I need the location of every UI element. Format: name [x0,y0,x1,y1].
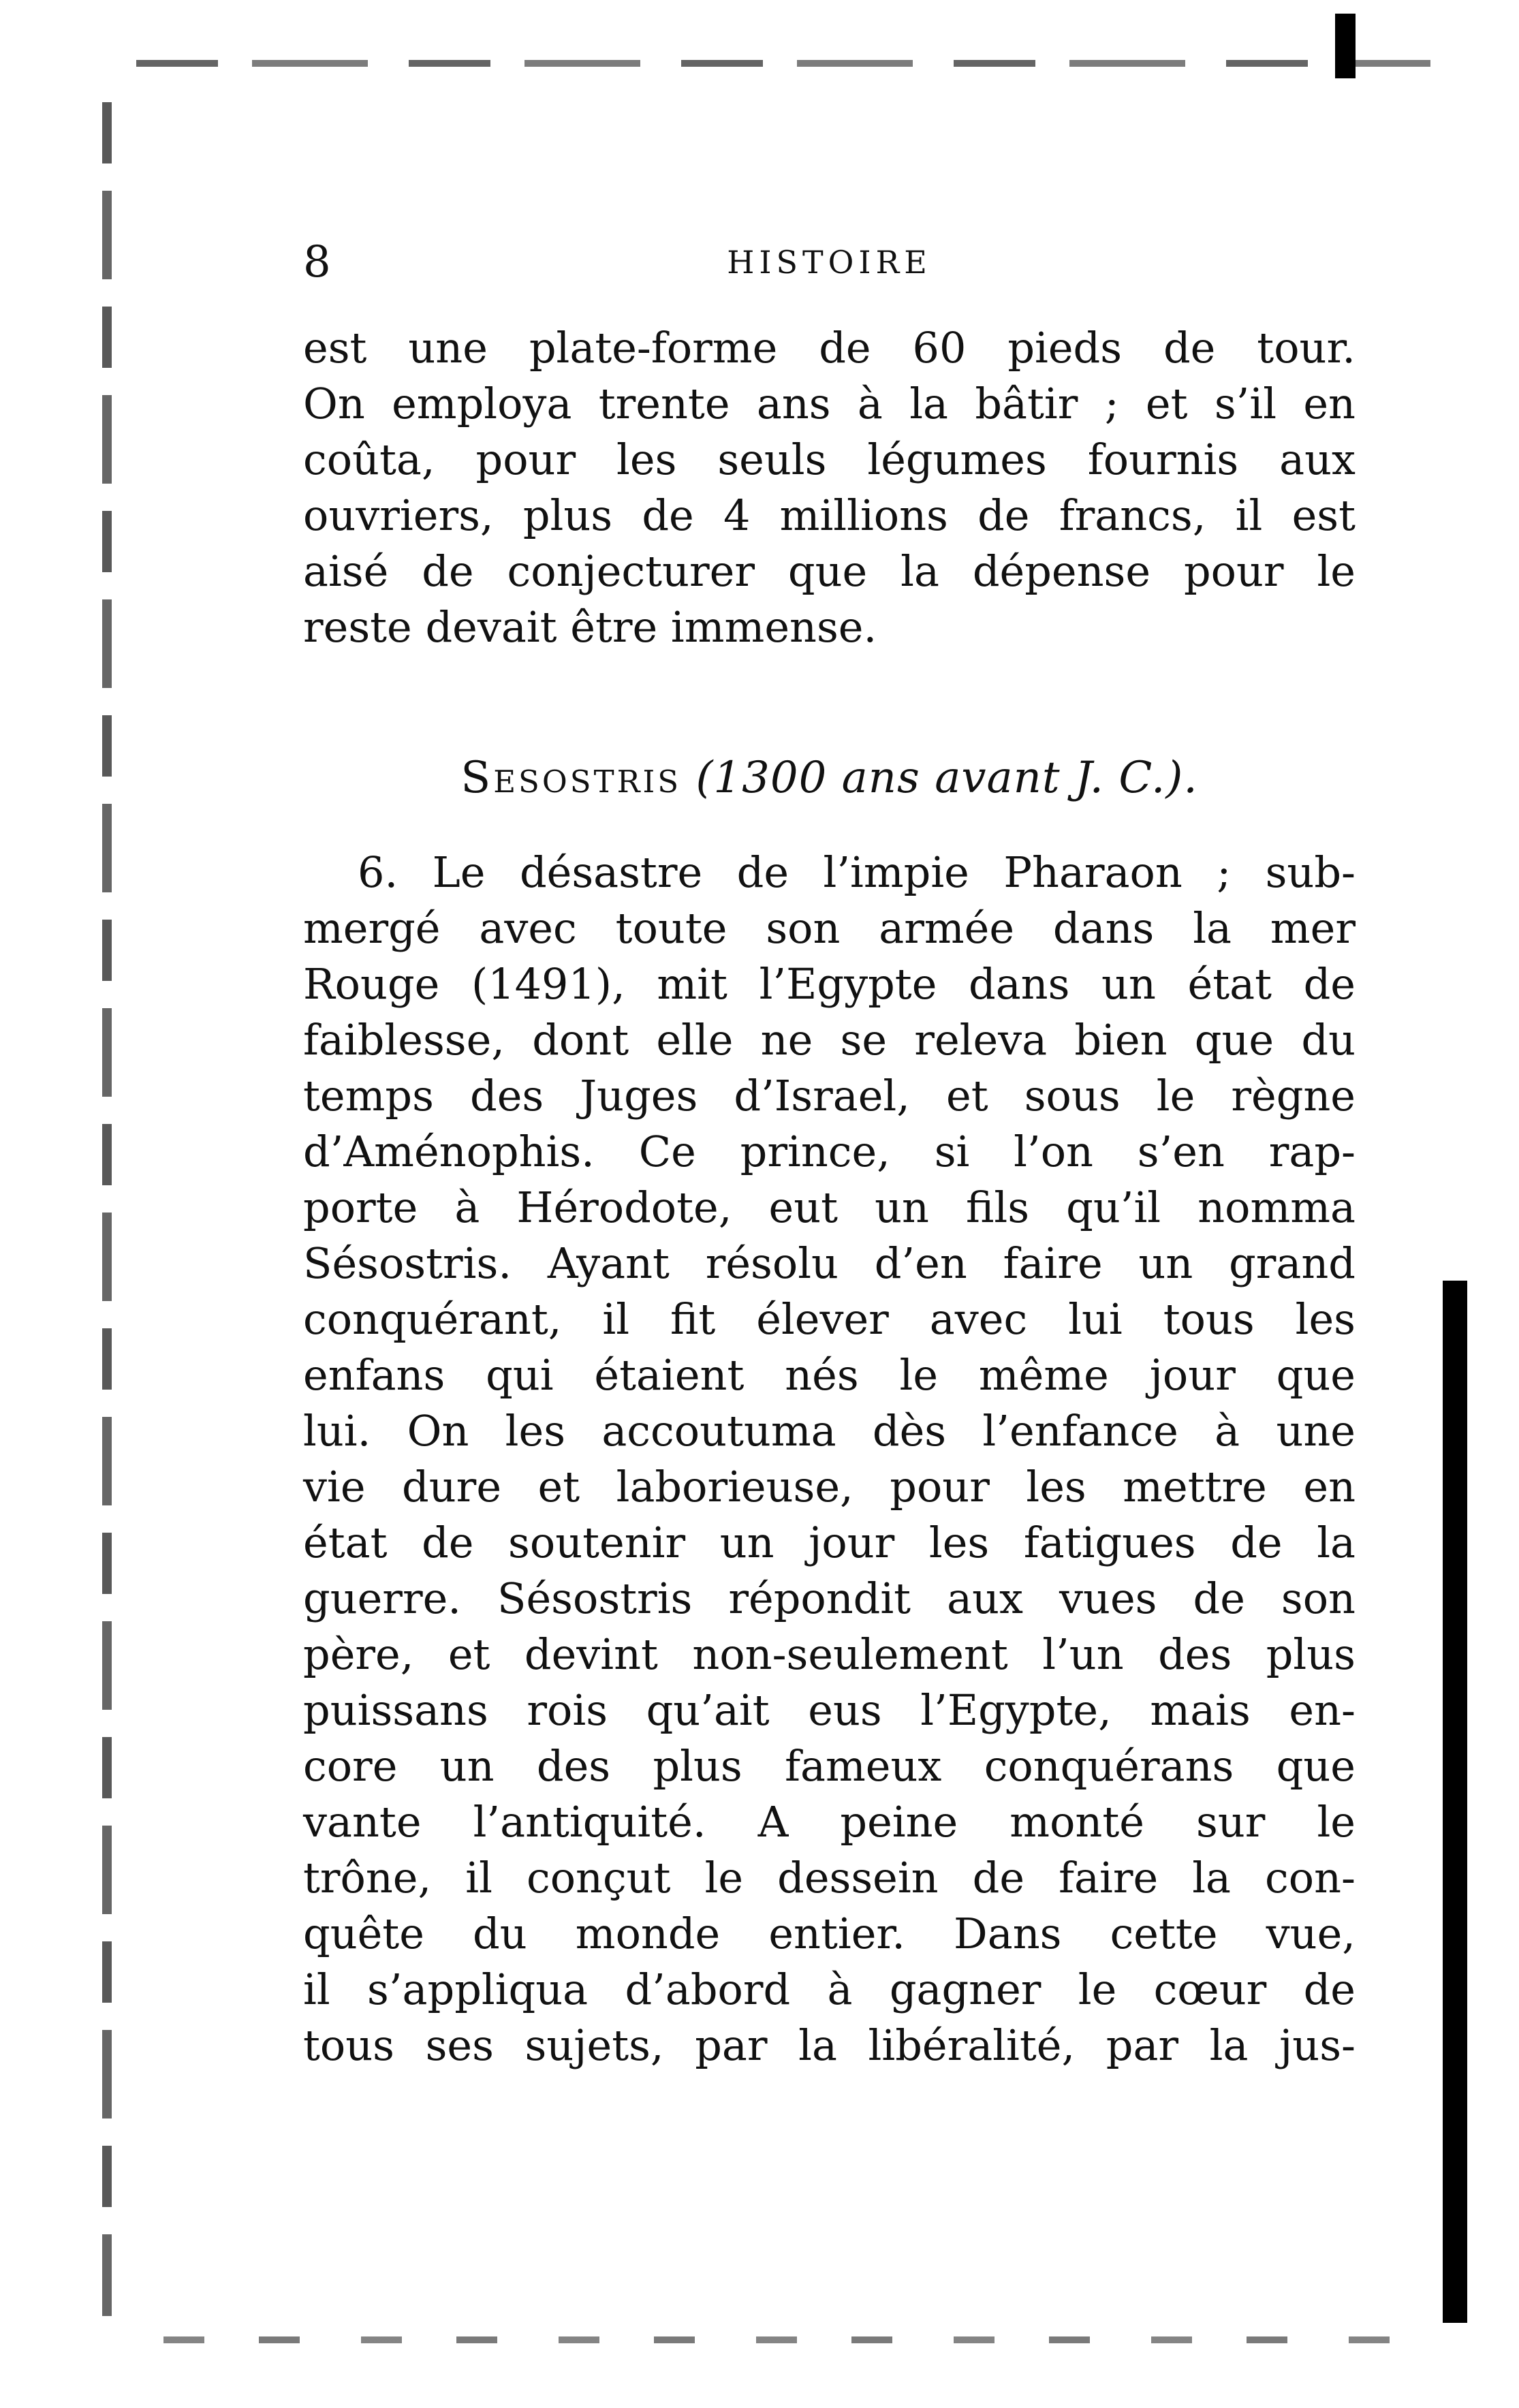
running-title: HISTOIRE [727,244,932,281]
paragraph-2 [303,845,1356,2074]
text-line: puissans rois qu’ait eus l’Egypte, mais en- [303,1685,1356,1735]
text-line: On employa trente ans à la bâtir ; et s’il en [303,379,1356,428]
section-heading [303,749,1356,807]
text-line: Rouge (1491), mit l’Egypte dans un état de [303,959,1356,1009]
text-line: est une plate-forme de 60 pieds de tour. [303,323,1356,373]
scan-edge-top [136,60,1430,67]
scan-mark-corner [1335,14,1356,78]
text-line: coûta, pour les seuls légumes fournis aux [303,435,1356,484]
text-line: Sésostris. Ayant résolu d’en faire un grand [303,1238,1356,1288]
text-line: père, et devint non-seulement l’un des plus [303,1629,1356,1679]
text-line: d’Aménophis. Ce prince, si l’on s’en rap- [303,1127,1356,1176]
text-line: quête du monde entier. Dans cette vue, [303,1909,1356,1958]
paragraph-1 [303,320,1356,655]
text-line: conquérant, il fit élever avec lui tous les [303,1294,1356,1344]
text-line: temps des Juges d’Israel, et sous le règne [303,1071,1356,1121]
text-line: mergé avec toute son armée dans la mer [303,903,1356,953]
text-line: enfans qui étaient nés le même jour que [303,1350,1356,1400]
page-number: 8 [303,237,331,287]
text-line: porte à Hérodote, eut un fils qu’il nomma [303,1183,1356,1232]
text-line: core un des plus fameux conquérans que [303,1741,1356,1791]
text-line: reste devait être immense. [303,602,877,652]
text-line: vante l’antiquité. A peine monté sur le [303,1797,1356,1847]
scan-edge-left [102,102,112,2316]
text-line: faiblesse, dont elle ne se releva bien que du [303,1015,1356,1065]
text-line: lui. On les accoutuma dès l’enfance à une [303,1406,1356,1456]
text-line: trône, il conçut le dessein de faire la con- [303,1853,1356,1903]
text-line: vie dure et laborieuse, pour les mettre en [303,1462,1356,1512]
running-head [303,235,1356,290]
text-line: aisé de conjecturer que la dépense pour le [303,546,1356,596]
heading-date: (1300 ans avant J. C.). [695,753,1198,803]
text-line: guerre. Sésostris répondit aux vues de son [303,1574,1356,1623]
scan-bar-right [1443,1281,1467,2323]
heading-name: Sesostris [460,753,682,803]
text-line: il s’appliqua d’abord à gagner le cœur de [303,1965,1356,2014]
text-line: état de soutenir un jour les fatigues de la [303,1518,1356,1567]
text-line: tous ses sujets, par la libéralité, par la jus- [303,2020,1356,2070]
scan-edge-bottom [163,2336,1390,2343]
text-line: 6. Le désastre de l’impie Pharaon ; sub- [358,847,1356,897]
text-line: ouvriers, plus de 4 millions de francs, il est [303,490,1356,540]
